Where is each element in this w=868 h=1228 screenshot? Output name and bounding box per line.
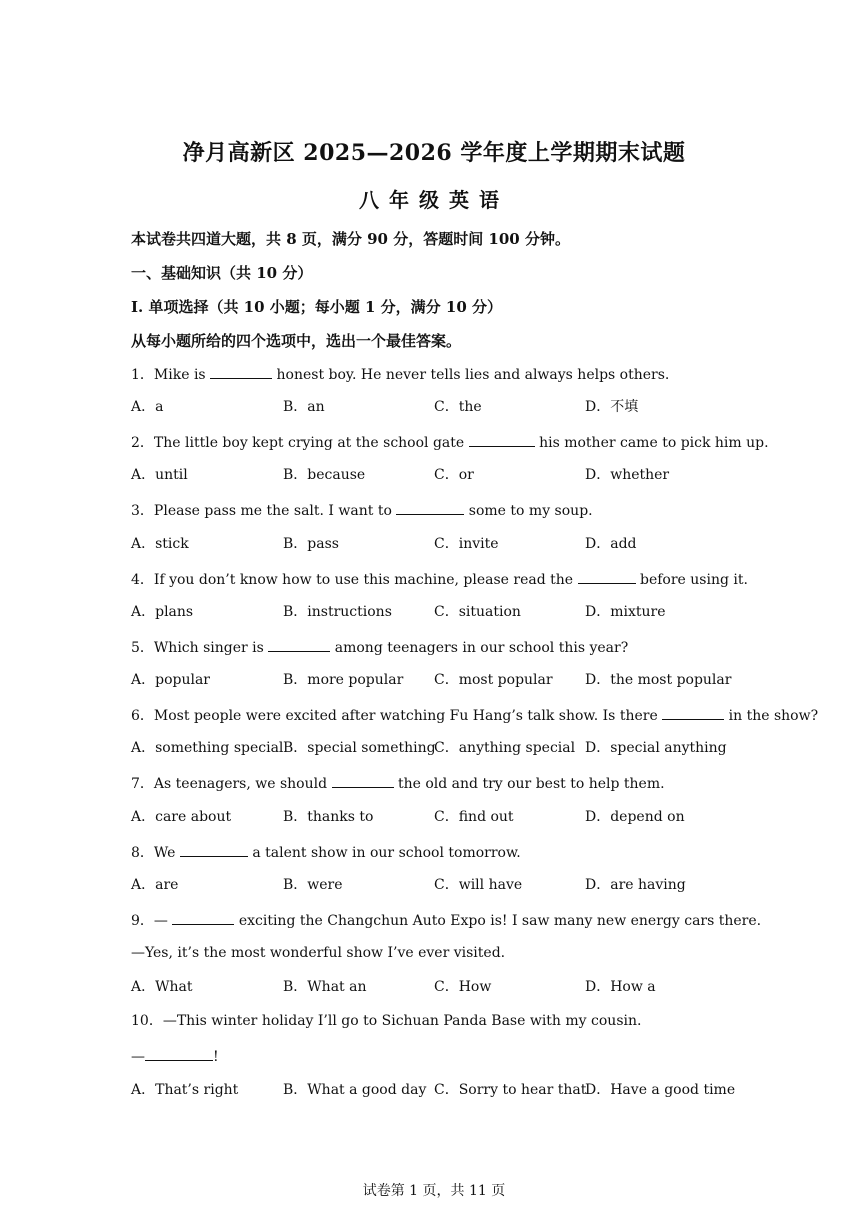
option-d: D．the most popular bbox=[585, 672, 732, 688]
option-d: D．How a bbox=[585, 979, 656, 995]
option-b: B．thanks to bbox=[283, 809, 374, 825]
question-6 bbox=[131, 705, 818, 725]
question-text-after: among teenagers in our school this year? bbox=[330, 640, 629, 656]
question-number: 8． bbox=[131, 845, 154, 861]
answer-blank bbox=[210, 364, 272, 379]
question-text-before: We bbox=[153, 845, 180, 861]
question-10 bbox=[131, 1012, 641, 1030]
part-heading: I. 单项选择（共 10 小题；每小题 1 分，满分 10 分） bbox=[131, 298, 502, 316]
question-text-before: Please pass me the salt. I want to bbox=[153, 503, 397, 519]
option-c: C．most popular bbox=[434, 672, 553, 688]
option-b: B．more popular bbox=[283, 672, 404, 688]
option-c: C．Sorry to hear that bbox=[434, 1082, 587, 1098]
page-footer: 试卷第 1 页，共 11 页 bbox=[362, 1183, 506, 1199]
question-text-after: honest boy. He never tells lies and always helps others. bbox=[272, 367, 670, 383]
answer-blank bbox=[332, 773, 394, 788]
option-c: C．How bbox=[434, 979, 492, 995]
question-10-reply bbox=[131, 1046, 219, 1066]
question-number: 2． bbox=[131, 435, 154, 451]
question-text-after: in the show? bbox=[724, 708, 819, 724]
answer-blank bbox=[396, 500, 464, 515]
part-instruction: 从每小题所给的四个选项中，选出一个最佳答案。 bbox=[131, 332, 462, 350]
question-text-after: a talent show in our school tomorrow. bbox=[247, 845, 521, 861]
question-4 bbox=[131, 569, 748, 589]
question-3 bbox=[131, 500, 593, 520]
option-c: C．the bbox=[434, 399, 482, 415]
question-1 bbox=[131, 364, 669, 384]
option-a: A．until bbox=[131, 467, 188, 483]
option-c: C．invite bbox=[434, 536, 499, 552]
question-text-after: before using it. bbox=[635, 572, 748, 588]
question-number: 7． bbox=[131, 776, 154, 792]
reply-dash: — bbox=[131, 1049, 145, 1065]
answer-blank bbox=[145, 1046, 213, 1061]
question-number: 10． bbox=[131, 1013, 163, 1029]
answer-blank bbox=[180, 842, 248, 857]
option-a: A．popular bbox=[131, 672, 210, 688]
question-text-before: As teenagers, we should bbox=[153, 776, 332, 792]
answer-blank bbox=[172, 910, 234, 925]
answer-blank bbox=[578, 569, 636, 584]
question-8 bbox=[131, 842, 521, 862]
option-c: C．find out bbox=[434, 809, 514, 825]
question-9-reply: —Yes, it’s the most wonderful show I’ve ever visited. bbox=[131, 945, 506, 961]
option-b: B．because bbox=[283, 467, 366, 483]
option-b: B．What an bbox=[283, 979, 367, 995]
option-c: C．situation bbox=[434, 604, 521, 620]
option-a: A．That’s right bbox=[131, 1082, 239, 1098]
answer-blank bbox=[662, 705, 724, 720]
option-a: A．care about bbox=[131, 809, 232, 825]
option-a: A．What bbox=[131, 979, 193, 995]
option-a: A．stick bbox=[131, 536, 189, 552]
question-text-after: some to my soup. bbox=[464, 503, 593, 519]
question-text-before: Most people were excited after watching Fu Hang’s talk show. Is there bbox=[153, 708, 663, 724]
option-b: B．instructions bbox=[283, 604, 392, 620]
question-text-before: If you don’t know how to use this machine, please read the bbox=[153, 572, 578, 588]
option-c: C．will have bbox=[434, 877, 523, 893]
page-subtitle: 八年级英语 bbox=[359, 188, 509, 212]
question-2 bbox=[131, 432, 769, 452]
option-d: D．Have a good time bbox=[585, 1082, 736, 1098]
question-text-after: his mother came to pick him up. bbox=[534, 435, 769, 451]
question-5 bbox=[131, 637, 628, 657]
option-d: D．mixture bbox=[585, 604, 666, 620]
question-number: 4． bbox=[131, 572, 154, 588]
option-d: D．special anything bbox=[585, 740, 727, 756]
option-a: A．a bbox=[131, 399, 164, 415]
page-title: 净月高新区 2025—2026 学年度上学期期末试题 bbox=[182, 140, 686, 166]
option-b: B．special something bbox=[283, 740, 436, 756]
option-d: D．add bbox=[585, 536, 637, 552]
question-9 bbox=[131, 910, 761, 930]
question-text-before: —This winter holiday I’ll go to Sichuan Panda Base with my cousin. bbox=[162, 1013, 642, 1029]
question-text-before: Mike is bbox=[153, 367, 211, 383]
question-text-before: The little boy kept crying at the school gate bbox=[153, 435, 469, 451]
question-text-after: exciting the Changchun Auto Expo is! I saw many new energy cars there. bbox=[234, 913, 762, 929]
exam-intro: 本试卷共四道大题，共 8 页，满分 90 分，答题时间 100 分钟。 bbox=[131, 230, 570, 248]
option-d: D．are having bbox=[585, 877, 686, 893]
option-d: D．whether bbox=[585, 467, 670, 483]
option-b: B．were bbox=[283, 877, 343, 893]
option-b: B．pass bbox=[283, 536, 339, 552]
question-text-before: — bbox=[153, 913, 173, 929]
question-text-before: Which singer is bbox=[153, 640, 269, 656]
option-a: A．are bbox=[131, 877, 179, 893]
option-d: D．depend on bbox=[585, 809, 685, 825]
answer-blank bbox=[268, 637, 330, 652]
section-heading: 一、基础知识（共 10 分） bbox=[131, 264, 313, 282]
question-number: 6． bbox=[131, 708, 154, 724]
reply-end: ! bbox=[213, 1049, 219, 1065]
question-number: 9． bbox=[131, 913, 154, 929]
question-7 bbox=[131, 773, 665, 793]
option-b: B．an bbox=[283, 399, 325, 415]
question-number: 5． bbox=[131, 640, 154, 656]
option-c: C．or bbox=[434, 467, 474, 483]
option-a: A．something special bbox=[131, 740, 284, 756]
question-number: 1． bbox=[131, 367, 154, 383]
answer-blank bbox=[469, 432, 535, 447]
option-b: B．What a good day bbox=[283, 1082, 427, 1098]
question-text-after: the old and try our best to help them. bbox=[393, 776, 665, 792]
question-number: 3． bbox=[131, 503, 154, 519]
option-d: D．不填 bbox=[585, 399, 639, 415]
option-c: C．anything special bbox=[434, 740, 576, 756]
option-a: A．plans bbox=[131, 604, 194, 620]
